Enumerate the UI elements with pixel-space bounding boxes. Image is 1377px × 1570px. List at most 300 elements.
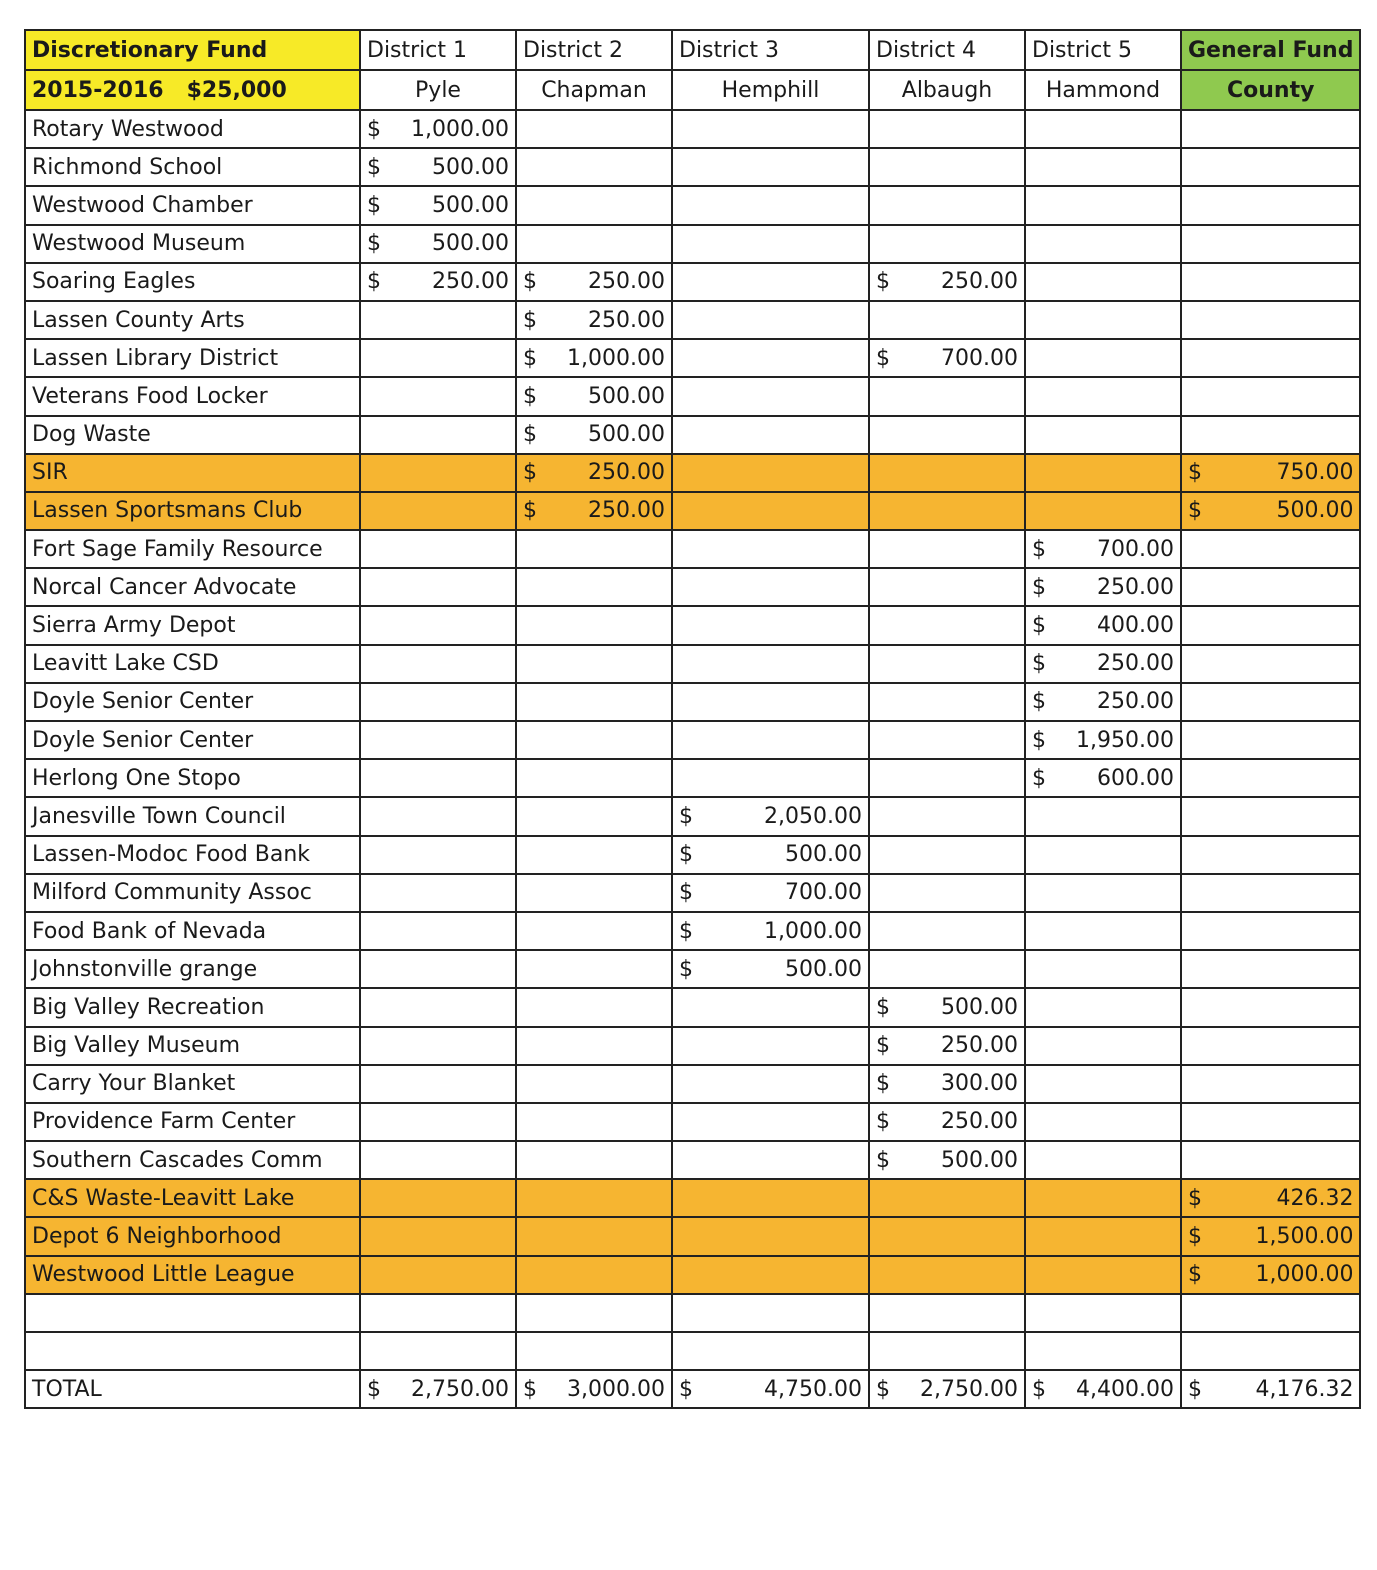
district-4-name: Albaugh (869, 70, 1025, 110)
district-4-amount-cell (869, 1103, 1025, 1141)
dollar-sign: $ (523, 422, 537, 448)
general-fund-amount-cell (1181, 721, 1360, 759)
recipient-name: Westwood Chamber (25, 186, 360, 224)
district-4-amount-cell (869, 721, 1025, 759)
row-amount: 250.00 (588, 460, 665, 486)
row-amount: 700.00 (941, 345, 1018, 371)
district-2-amount-cell (516, 1332, 672, 1370)
table-row (25, 377, 1360, 415)
discretionary-fund-table (24, 29, 1361, 1409)
dollar-sign: $ (523, 383, 537, 409)
district-2-amount-cell (516, 1065, 672, 1103)
general-fund-amount-cell (1181, 301, 1360, 339)
row-amount: 250.00 (432, 269, 509, 295)
district-2-amount-cell (516, 263, 672, 301)
district-4-amount-cell (869, 492, 1025, 530)
district-3-amount-cell (672, 721, 869, 759)
district-3-amount-cell (672, 377, 869, 415)
recipient-name: Depot 6 Neighborhood (25, 1217, 360, 1255)
district-5-amount-cell (1025, 492, 1181, 530)
district-3-amount-cell (672, 530, 869, 568)
district-5-amount-cell (1025, 1294, 1181, 1332)
district-2-name: Chapman (516, 70, 672, 110)
district-2-amount-cell (516, 377, 672, 415)
table-row (25, 1256, 1360, 1294)
district-2-amount-cell (516, 759, 672, 797)
district-2-amount-cell (516, 186, 672, 224)
recipient-name: Providence Farm Center (25, 1103, 360, 1141)
district-3-amount-cell (672, 836, 869, 874)
district-3-amount-cell (672, 339, 869, 377)
district-4-amount-cell (869, 1027, 1025, 1065)
row-amount: 1,000.00 (1255, 1262, 1354, 1288)
district-1-amount-cell (360, 1103, 516, 1141)
dollar-sign: $ (1032, 765, 1046, 791)
district-5-amount-cell (1025, 950, 1181, 988)
row-amount: 500.00 (1276, 498, 1354, 524)
district-5-amount-cell (1025, 148, 1181, 186)
district-5-amount-cell (1025, 759, 1181, 797)
row-amount: 500.00 (785, 842, 862, 868)
district-4-amount-cell (869, 1141, 1025, 1179)
district-1-amount-cell (360, 836, 516, 874)
row-amount: 500.00 (941, 994, 1018, 1020)
district-4-amount-cell (869, 1217, 1025, 1255)
general-fund-amount-cell (1181, 454, 1360, 492)
district-3-amount-cell (672, 874, 869, 912)
district-1-amount-cell (360, 797, 516, 835)
district-2-amount-cell (516, 912, 672, 950)
district-1-name: Pyle (360, 70, 516, 110)
recipient-name: Food Bank of Nevada (25, 912, 360, 950)
row-amount: 400.00 (1097, 613, 1174, 639)
district-4-amount-cell (869, 263, 1025, 301)
general-fund-amount-cell (1181, 683, 1360, 721)
district-1-amount-cell (360, 339, 516, 377)
recipient-name: Lassen Sportsmans Club (25, 492, 360, 530)
total-row (25, 1370, 1360, 1408)
row-amount: 1,950.00 (1076, 727, 1174, 753)
district-2-amount-cell (516, 110, 672, 148)
district-1-amount-cell (360, 1217, 516, 1255)
district-3-amount-cell (672, 568, 869, 606)
district-2-amount-cell (516, 492, 672, 530)
district-5-amount-cell (1025, 1065, 1181, 1103)
table-row (25, 339, 1360, 377)
row-amount: 250.00 (588, 307, 665, 333)
recipient-name (25, 1294, 360, 1332)
district-5-amount-cell (1025, 1103, 1181, 1141)
district-5-amount-cell (1025, 912, 1181, 950)
dollar-sign: $ (1032, 574, 1046, 600)
dollar-sign: $ (876, 1147, 890, 1173)
recipient-name: Janesville Town Council (25, 797, 360, 835)
district-5-amount-cell (1025, 606, 1181, 644)
dollar-sign: $ (523, 345, 537, 371)
district-5-amount-cell (1025, 797, 1181, 835)
table-row (25, 1217, 1360, 1255)
district-1-amount-cell (360, 186, 516, 224)
general-fund-amount-cell (1181, 416, 1360, 454)
total-amount: 4,750.00 (764, 1376, 862, 1402)
dollar-sign: $ (367, 192, 381, 218)
table-row (25, 1141, 1360, 1179)
recipient-name: Dog Waste (25, 416, 360, 454)
dollar-sign: $ (1032, 536, 1046, 562)
row-amount: 500.00 (432, 154, 509, 180)
district-2-amount-cell (516, 225, 672, 263)
district-2-amount-cell (516, 301, 672, 339)
district-1-amount-cell (360, 454, 516, 492)
recipient-name: Westwood Museum (25, 225, 360, 263)
recipient-name: Leavitt Lake CSD (25, 645, 360, 683)
district-4-amount-cell (869, 645, 1025, 683)
district-2-amount-cell (516, 1179, 672, 1217)
district-1-amount-cell (360, 683, 516, 721)
district-3-amount-cell (672, 263, 869, 301)
district-3-amount-cell (672, 1370, 869, 1408)
general-fund-amount-cell (1181, 568, 1360, 606)
recipient-name: Soaring Eagles (25, 263, 360, 301)
dollar-sign: $ (679, 918, 693, 944)
general-fund-amount-cell (1181, 1103, 1360, 1141)
district-1-amount-cell (360, 1141, 516, 1179)
district-2-amount-cell (516, 721, 672, 759)
district-5-amount-cell (1025, 1179, 1181, 1217)
recipient-name: Doyle Senior Center (25, 721, 360, 759)
district-4-amount-cell (869, 301, 1025, 339)
total-amount: 4,176.32 (1255, 1376, 1354, 1402)
district-3-amount-cell (672, 1027, 869, 1065)
row-amount: 750.00 (1276, 460, 1354, 486)
row-amount: 250.00 (941, 269, 1018, 295)
recipient-name: Big Valley Museum (25, 1027, 360, 1065)
district-2-amount-cell (516, 1370, 672, 1408)
recipient-name: Rotary Westwood (25, 110, 360, 148)
table-row (25, 683, 1360, 721)
row-amount: 1,000.00 (567, 345, 665, 371)
district-4-amount-cell (869, 759, 1025, 797)
table-row (25, 148, 1360, 186)
dollar-sign: $ (679, 1376, 693, 1402)
district-1-amount-cell (360, 1027, 516, 1065)
district-4-amount-cell (869, 797, 1025, 835)
district-5-amount-cell (1025, 377, 1181, 415)
general-fund-amount-cell (1181, 874, 1360, 912)
district-1-amount-cell (360, 912, 516, 950)
recipient-name: Big Valley Recreation (25, 988, 360, 1026)
district-4-amount-cell (869, 874, 1025, 912)
district-5-amount-cell (1025, 225, 1181, 263)
table-row (25, 225, 1360, 263)
row-amount: 1,500.00 (1255, 1224, 1354, 1250)
district-2-amount-cell (516, 606, 672, 644)
district-3-label: District 3 (672, 30, 869, 70)
dollar-sign: $ (679, 880, 693, 906)
dollar-sign: $ (523, 460, 537, 486)
table-row (25, 568, 1360, 606)
fund-title-line1: Discretionary Fund (25, 30, 360, 70)
district-1-amount-cell (360, 1179, 516, 1217)
district-1-amount-cell (360, 1294, 516, 1332)
table-row (25, 1065, 1360, 1103)
district-2-amount-cell (516, 530, 672, 568)
table-row (25, 912, 1360, 950)
recipient-name: Doyle Senior Center (25, 683, 360, 721)
recipient-name: Lassen-Modoc Food Bank (25, 836, 360, 874)
district-1-amount-cell (360, 645, 516, 683)
dollar-sign: $ (876, 1376, 890, 1402)
district-5-amount-cell (1025, 339, 1181, 377)
district-3-amount-cell (672, 1141, 869, 1179)
general-fund-amount-cell (1181, 1370, 1360, 1408)
dollar-sign: $ (1032, 613, 1046, 639)
table-row (25, 301, 1360, 339)
dollar-sign: $ (1188, 1185, 1202, 1211)
district-5-amount-cell (1025, 186, 1181, 224)
dollar-sign: $ (523, 1376, 537, 1402)
district-2-amount-cell (516, 148, 672, 186)
district-3-amount-cell (672, 416, 869, 454)
dollar-sign: $ (1032, 727, 1046, 753)
row-amount: 426.32 (1276, 1185, 1354, 1211)
recipient-name (25, 1332, 360, 1370)
general-fund-amount-cell (1181, 339, 1360, 377)
district-4-amount-cell (869, 568, 1025, 606)
dollar-sign: $ (367, 116, 381, 142)
district-4-amount-cell (869, 1370, 1025, 1408)
table-row (25, 110, 1360, 148)
district-3-amount-cell (672, 492, 869, 530)
district-2-amount-cell (516, 1217, 672, 1255)
district-2-amount-cell (516, 645, 672, 683)
district-4-amount-cell (869, 606, 1025, 644)
general-fund-label: General Fund (1181, 30, 1360, 70)
district-5-amount-cell (1025, 110, 1181, 148)
district-4-amount-cell (869, 454, 1025, 492)
district-1-amount-cell (360, 110, 516, 148)
row-amount: 500.00 (785, 956, 862, 982)
district-4-amount-cell (869, 377, 1025, 415)
district-1-amount-cell (360, 988, 516, 1026)
district-4-amount-cell (869, 1256, 1025, 1294)
district-5-amount-cell (1025, 836, 1181, 874)
row-amount: 250.00 (941, 1109, 1018, 1135)
district-4-amount-cell (869, 683, 1025, 721)
row-amount: 500.00 (588, 383, 665, 409)
district-2-amount-cell (516, 568, 672, 606)
empty-row (25, 1294, 1360, 1332)
row-amount: 500.00 (432, 231, 509, 257)
dollar-sign: $ (876, 269, 890, 295)
recipient-name: Lassen Library District (25, 339, 360, 377)
district-3-amount-cell (672, 606, 869, 644)
district-5-amount-cell (1025, 416, 1181, 454)
district-1-amount-cell (360, 950, 516, 988)
district-4-amount-cell (869, 530, 1025, 568)
recipient-name: Veterans Food Locker (25, 377, 360, 415)
general-fund-amount-cell (1181, 797, 1360, 835)
district-4-amount-cell (869, 836, 1025, 874)
recipient-name: Sierra Army Depot (25, 606, 360, 644)
general-fund-amount-cell (1181, 1179, 1360, 1217)
general-fund-amount-cell (1181, 492, 1360, 530)
district-5-amount-cell (1025, 1370, 1181, 1408)
table-row (25, 836, 1360, 874)
district-4-amount-cell (869, 912, 1025, 950)
dollar-sign: $ (367, 231, 381, 257)
district-4-amount-cell (869, 416, 1025, 454)
district-1-amount-cell (360, 1370, 516, 1408)
general-fund-amount-cell (1181, 912, 1360, 950)
district-1-amount-cell (360, 416, 516, 454)
dollar-sign: $ (679, 842, 693, 868)
district-2-amount-cell (516, 1256, 672, 1294)
district-1-amount-cell (360, 1256, 516, 1294)
district-3-amount-cell (672, 1103, 869, 1141)
district-1-amount-cell (360, 1065, 516, 1103)
row-amount: 500.00 (941, 1147, 1018, 1173)
general-fund-amount-cell (1181, 225, 1360, 263)
district-3-amount-cell (672, 110, 869, 148)
district-4-amount-cell (869, 110, 1025, 148)
district-2-amount-cell (516, 797, 672, 835)
table-row (25, 492, 1360, 530)
district-4-amount-cell (869, 1179, 1025, 1217)
dollar-sign: $ (1032, 1376, 1046, 1402)
table-row (25, 186, 1360, 224)
table-row (25, 1027, 1360, 1065)
row-amount: 500.00 (588, 422, 665, 448)
table-row (25, 530, 1360, 568)
district-1-amount-cell (360, 492, 516, 530)
district-3-amount-cell (672, 454, 869, 492)
district-3-amount-cell (672, 148, 869, 186)
district-1-amount-cell (360, 530, 516, 568)
dollar-sign: $ (523, 269, 537, 295)
general-fund-amount-cell (1181, 645, 1360, 683)
district-2-amount-cell (516, 988, 672, 1026)
fund-title-line2: 2015-2016 $25,000 (25, 70, 360, 110)
district-2-amount-cell (516, 1103, 672, 1141)
general-fund-amount-cell (1181, 148, 1360, 186)
table-row (25, 874, 1360, 912)
dollar-sign: $ (876, 345, 890, 371)
dollar-sign: $ (1188, 460, 1202, 486)
dollar-sign: $ (1032, 651, 1046, 677)
dollar-sign: $ (1188, 1376, 1202, 1402)
row-amount: 250.00 (1097, 651, 1174, 677)
dollar-sign: $ (1188, 1224, 1202, 1250)
district-3-amount-cell (672, 1217, 869, 1255)
district-4-amount-cell (869, 225, 1025, 263)
general-fund-name: County (1181, 70, 1360, 110)
district-3-name: Hemphill (672, 70, 869, 110)
dollar-sign: $ (1188, 498, 1202, 524)
district-2-amount-cell (516, 454, 672, 492)
district-3-amount-cell (672, 988, 869, 1026)
district-5-label: District 5 (1025, 30, 1181, 70)
table-row (25, 454, 1360, 492)
district-5-amount-cell (1025, 530, 1181, 568)
table-row (25, 950, 1360, 988)
row-amount: 1,000.00 (764, 918, 862, 944)
general-fund-amount-cell (1181, 1256, 1360, 1294)
district-5-amount-cell (1025, 1256, 1181, 1294)
district-5-amount-cell (1025, 263, 1181, 301)
table-row (25, 645, 1360, 683)
district-3-amount-cell (672, 301, 869, 339)
district-3-amount-cell (672, 759, 869, 797)
district-4-amount-cell (869, 148, 1025, 186)
row-amount: 700.00 (1097, 536, 1174, 562)
district-4-amount-cell (869, 1065, 1025, 1103)
general-fund-amount-cell (1181, 950, 1360, 988)
row-amount: 300.00 (941, 1071, 1018, 1097)
dollar-sign: $ (679, 956, 693, 982)
district-4-amount-cell (869, 339, 1025, 377)
district-3-amount-cell (672, 950, 869, 988)
district-4-amount-cell (869, 988, 1025, 1026)
general-fund-amount-cell (1181, 988, 1360, 1026)
district-1-amount-cell (360, 606, 516, 644)
district-1-amount-cell (360, 301, 516, 339)
general-fund-amount-cell (1181, 110, 1360, 148)
dollar-sign: $ (367, 1376, 381, 1402)
recipient-name: Carry Your Blanket (25, 1065, 360, 1103)
table-row (25, 797, 1360, 835)
general-fund-amount-cell (1181, 263, 1360, 301)
dollar-sign: $ (679, 803, 693, 829)
general-fund-amount-cell (1181, 759, 1360, 797)
total-amount: 2,750.00 (920, 1376, 1018, 1402)
recipient-name: Richmond School (25, 148, 360, 186)
district-3-amount-cell (672, 1179, 869, 1217)
district-1-label: District 1 (360, 30, 516, 70)
table-row (25, 416, 1360, 454)
district-5-amount-cell (1025, 454, 1181, 492)
general-fund-amount-cell (1181, 1141, 1360, 1179)
dollar-sign: $ (523, 307, 537, 333)
district-2-amount-cell (516, 1141, 672, 1179)
district-5-amount-cell (1025, 1217, 1181, 1255)
row-amount: 2,050.00 (764, 803, 862, 829)
district-2-amount-cell (516, 1294, 672, 1332)
dollar-sign: $ (1188, 1262, 1202, 1288)
row-amount: 250.00 (941, 1033, 1018, 1059)
table-row (25, 988, 1360, 1026)
row-amount: 600.00 (1097, 765, 1174, 791)
district-2-label: District 2 (516, 30, 672, 70)
district-2-amount-cell (516, 683, 672, 721)
general-fund-amount-cell (1181, 1027, 1360, 1065)
district-2-amount-cell (516, 339, 672, 377)
district-2-amount-cell (516, 950, 672, 988)
total-amount: 3,000.00 (567, 1376, 665, 1402)
row-amount: 250.00 (1097, 689, 1174, 715)
dollar-sign: $ (876, 994, 890, 1020)
table-row (25, 721, 1360, 759)
district-1-amount-cell (360, 263, 516, 301)
dollar-sign: $ (876, 1033, 890, 1059)
district-1-amount-cell (360, 568, 516, 606)
district-4-amount-cell (869, 1294, 1025, 1332)
district-2-amount-cell (516, 1027, 672, 1065)
general-fund-amount-cell (1181, 606, 1360, 644)
general-fund-amount-cell (1181, 1065, 1360, 1103)
district-3-amount-cell (672, 683, 869, 721)
district-3-amount-cell (672, 186, 869, 224)
